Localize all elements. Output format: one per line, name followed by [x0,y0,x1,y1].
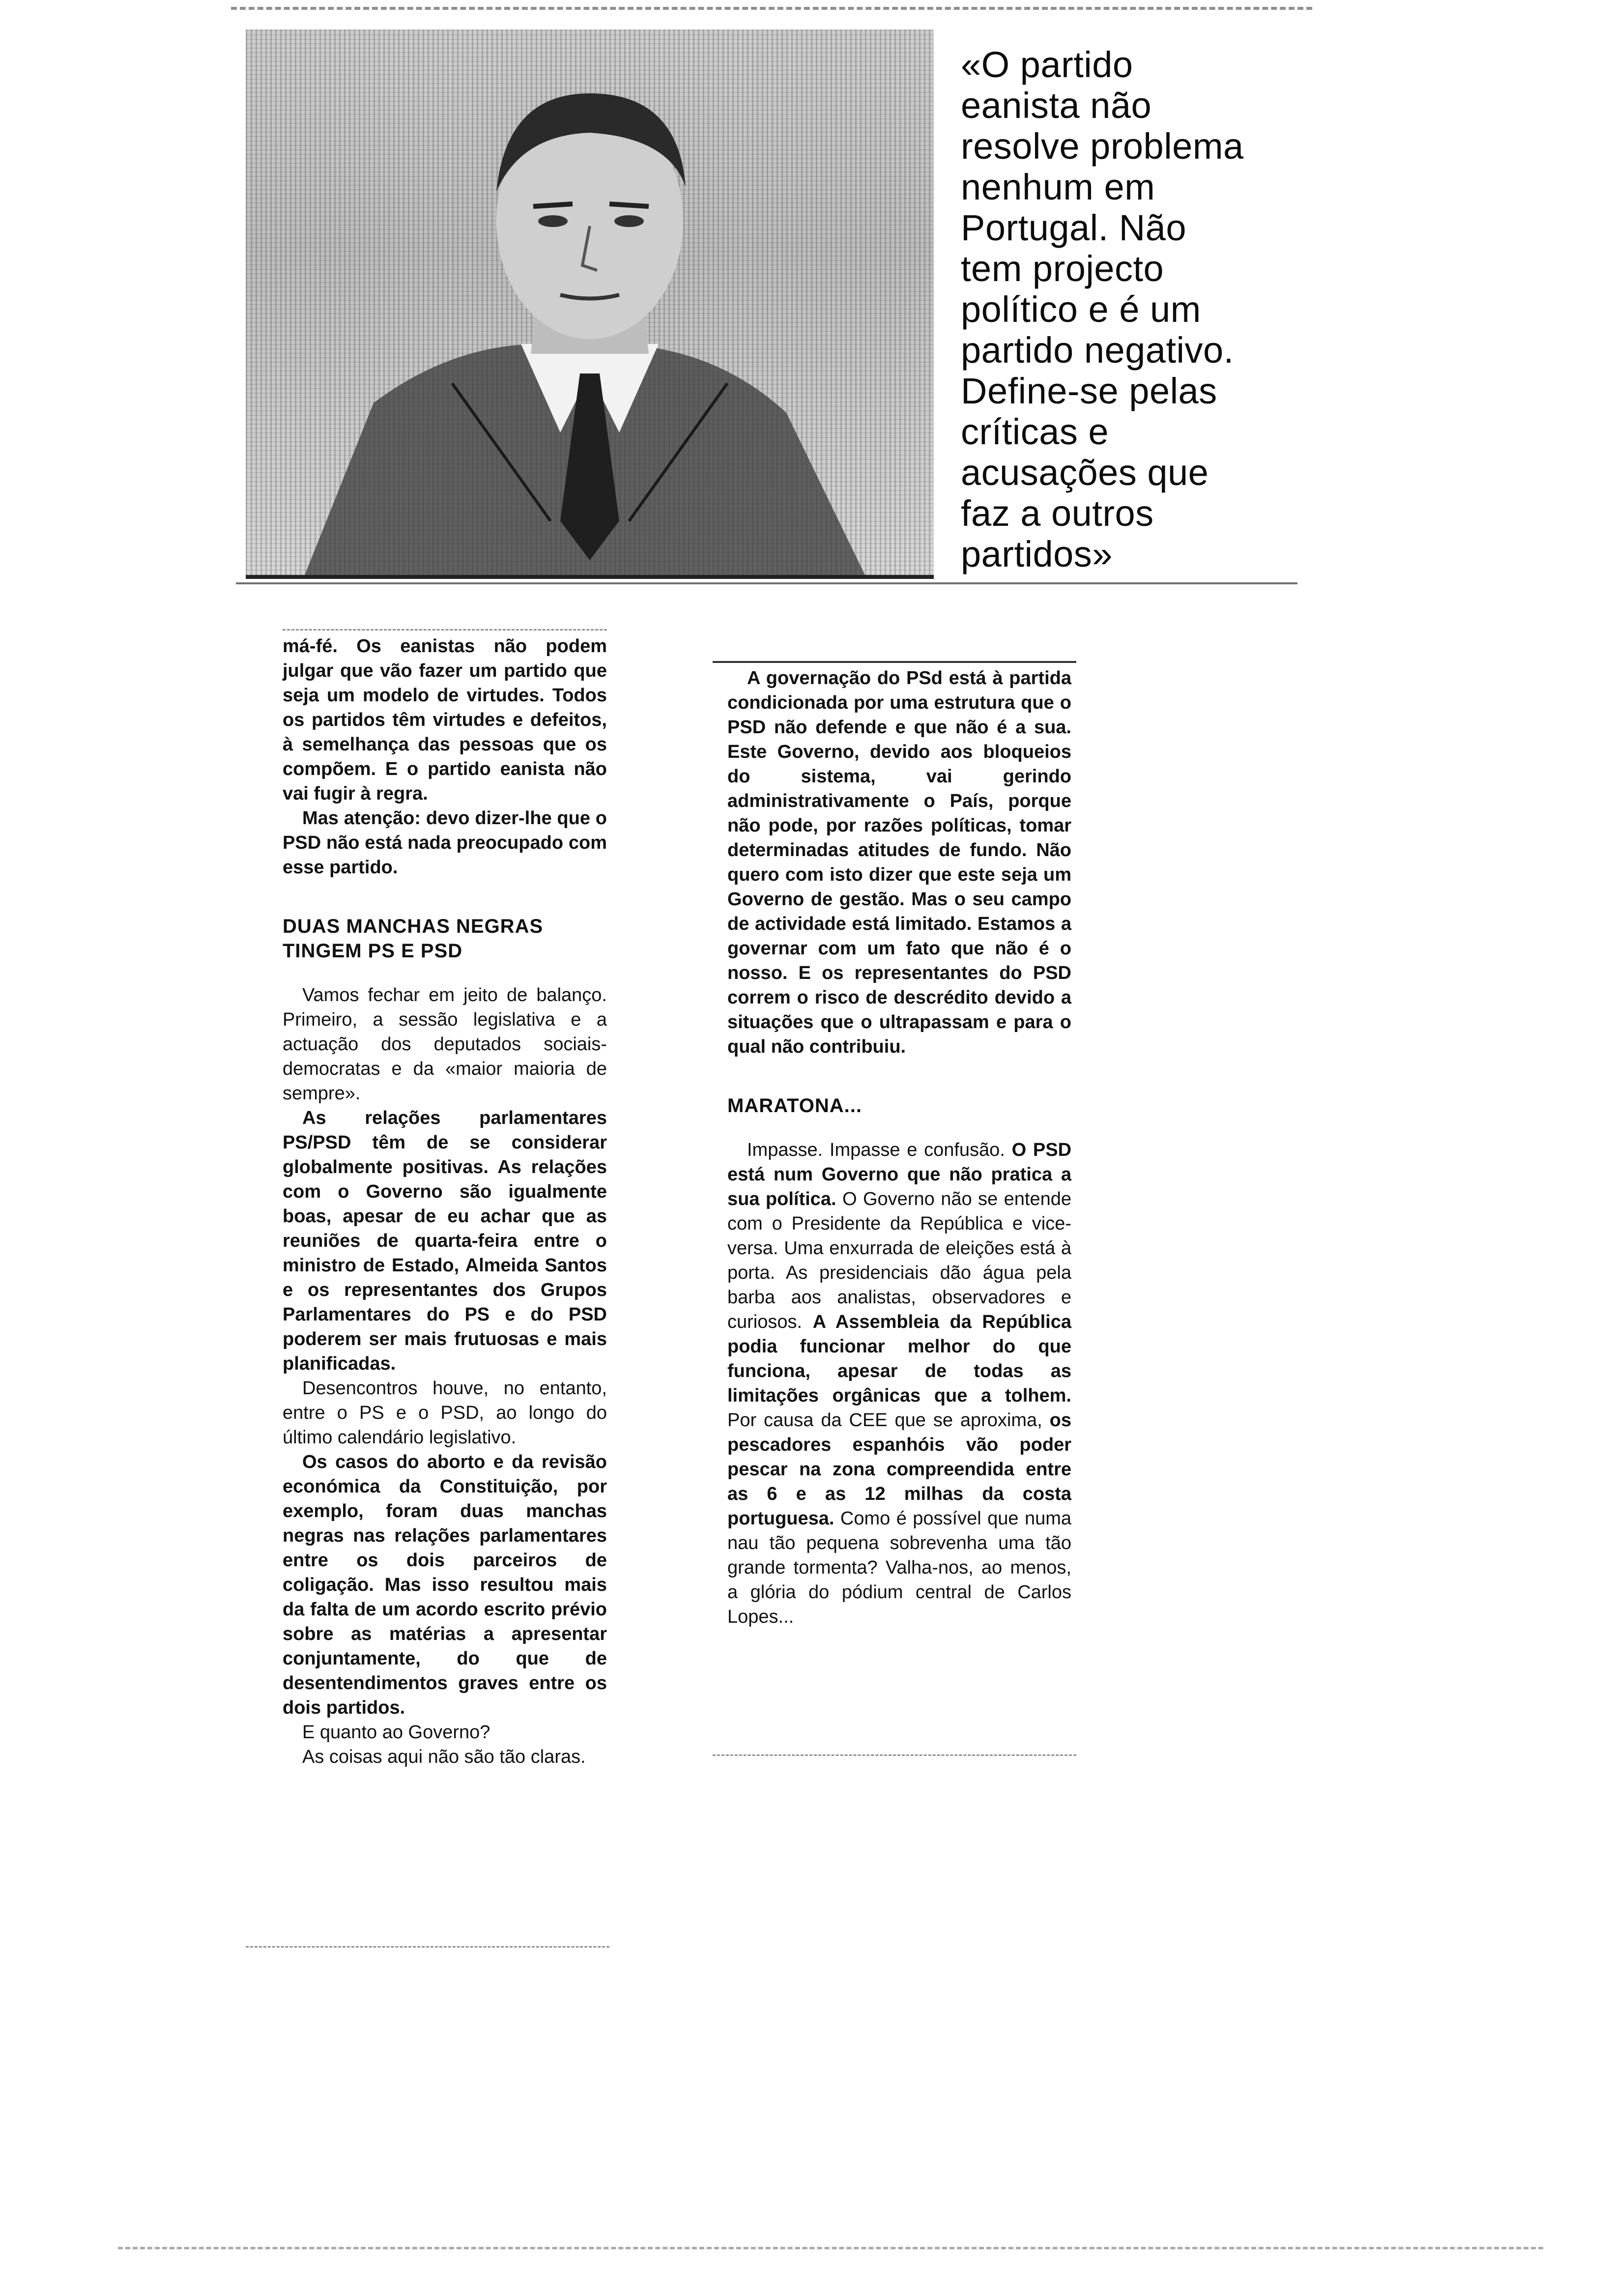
paragraph: Desencontros houve, no entanto, entre o PS e o PSD, ao longo do último calendário legislativo. [283,1378,607,1448]
pull-quote-line: Portugal. Não [961,207,1186,248]
scan-noise-top [231,7,1312,10]
article-left-column [283,634,607,1769]
paragraph: A governação do PSd está à partida condicionada por uma estrutura que o PSD não defende e que não é a sua. Este Governo, devido aos bloqueios do sistema, vai gerindo administrativamente o País, porque não pode, por razões políticas, tomar determinadas atitudes de fundo. Não quero com isto dizer que este seja um Governo de gestão. Mas o seu campo de actividade está limitado. Estamos a governar com um fato que não é o nosso. E os representantes do PSD correm o risco de descrédito devido a situações que o ultrapassam e para o qual não contribuiu. [727,668,1071,1057]
pull-quote-line: nenhum em [961,167,1155,207]
pull-quote-line: eanista não [961,85,1152,126]
pull-quote-line: partidos» [961,534,1113,574]
paragraph: Os casos do aborto e da revisão económica da Constituição, por exemplo, foram duas manchas negras nas relações parlamentares entre os dois parceiros de coligação. Mas isso resultou mais da falta de um acordo escrito prévio sobre as matérias a apresentar conjuntamente, do que de desentendimentos graves entre os dois partidos. [283,1452,607,1718]
pull-quote-line: «O partido [961,44,1133,85]
right-column-bottom-rule [713,1754,1076,1756]
pull-quote-line: partido negativo. [961,330,1234,371]
sentence: Por causa da CEE que se aproxima, [727,1410,1042,1431]
sentence: Como é possível que numa nau tão pequena sobrevenha uma tão grande tormenta? Valha-nos, ao menos, a glória do pódium central de Carlos Lopes... [727,1508,1071,1627]
paragraph [727,1138,1071,1629]
pull-quote-line: críticas e [961,411,1109,452]
left-column-bottom-rule [246,1946,609,1948]
scan-noise-bottom [118,2247,1543,2249]
right-column-top-rule [713,661,1076,663]
pull-quote-line: resolve problema [961,126,1244,167]
sentence: A Assembleia da República podia funcionar melhor do que funciona, apesar de todas as limitações orgânicas que a tolhem. [727,1312,1072,1406]
pull-quote [961,44,1305,574]
paragraph: Vamos fechar em jeito de balanço. Primeiro, a sessão legislativa e a actuação dos deputados sociais-democratas e da «maior maioria de sempre». [283,985,607,1104]
sentence: O Governo não se entende com o Presidente da República e vice-versa. Uma enxurrada de eleições está à porta. As presidenciais dão água pela barba aos analistas, observadores e curiosos. [727,1189,1071,1332]
sentence: O PSD está num Governo que não pratica a sua política. [727,1140,1072,1209]
paragraph: As relações parlamentares PS/PSD têm de se considerar globalmente positivas. As relações com o Governo são igualmente boas, apesar de eu achar que as reuniões de quarta-feira entre o ministro de Estado, Almeida Santos e os representantes dos Grupos Parlamentares do PS e do PSD poderem ser mais frutuosas e mais planificadas. [283,1108,607,1374]
pull-quote-line: faz a outros [961,493,1154,534]
paragraph: E quanto ao Governo? [302,1722,490,1743]
paragraph: má-fé. Os eanistas não podem julgar que vão fazer um partido que seja um modelo de virtudes. Todos os partidos têm virtudes e defeitos, à semelhança das pessoas que os compõem. E o partido eanista não vai fugir à regra. [283,636,607,804]
section-heading: MARATONA... [727,1095,862,1117]
article-right-column [727,666,1071,1629]
paragraph: As coisas aqui não são tão claras. [302,1747,586,1767]
paragraph: Mas atenção: devo dizer-lhe que o PSD não está nada preocupado com esse partido. [283,808,607,878]
portrait-illustration [246,29,934,575]
left-column-top-rule [283,629,607,631]
pull-quote-line: Define-se pelas [961,371,1217,411]
pull-quote-line: acusações que [961,452,1209,493]
sentence: os pescadores espanhóis vão poder pescar na zona compreendida entre as 6 e as 12 milhas da costa portuguesa. [727,1410,1071,1529]
sentence: Impasse. Impasse e confusão. [747,1140,1005,1160]
portrait-photo [246,29,934,579]
section-heading: DUAS MANCHAS NEGRAS TINGEM PS E PSD [283,916,544,962]
pull-quote-line: político e é um [961,289,1201,330]
photo-quote-divider [236,582,1297,584]
pull-quote-line: tem projecto [961,248,1164,289]
